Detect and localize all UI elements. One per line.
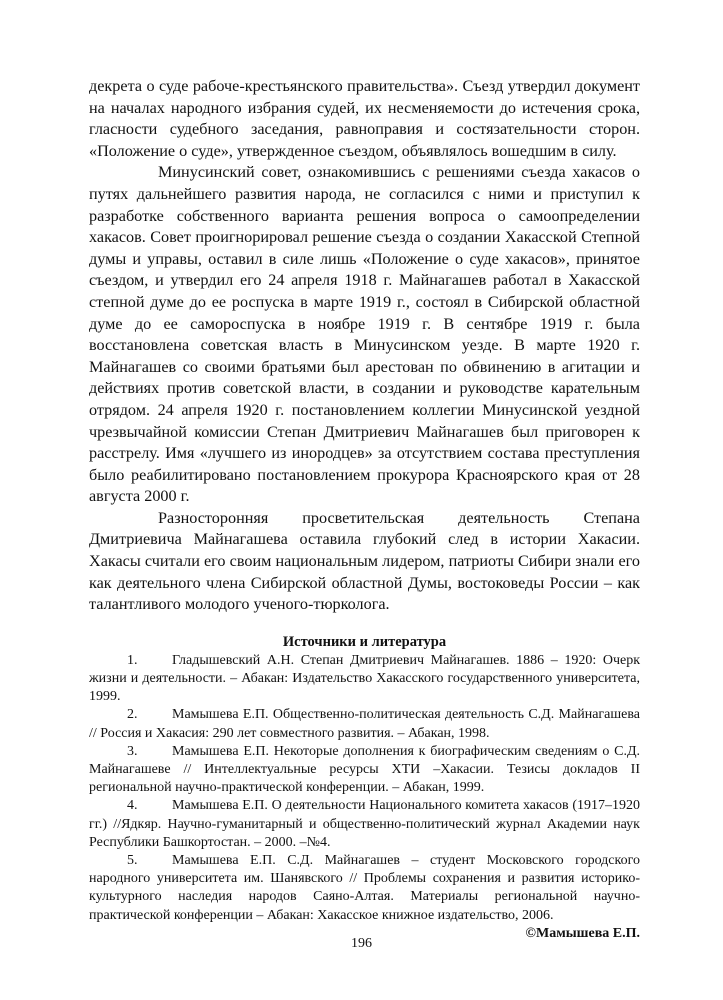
reference-item [89, 743, 640, 798]
reference-item [89, 706, 640, 742]
paragraph: декрета о суде рабоче-крестьянского правительства». Съезд утвердил документ на началах народного избрания судей, их несменяемости до истечения срока, гласности судебного заседания, равноправия и состязательности сторон. «Положение о суде», утвержденное съездом, объявлялось вошедшим в силу. [89, 77, 640, 160]
page-number: 196 [351, 936, 372, 951]
main-text [89, 76, 640, 616]
reference-item [89, 652, 640, 707]
reference-text: Мамышева Е.П. Общественно-политическая деятельность С.Д. Майнагашева // Россия и Хакасия: 290 лет совместного развития. – Абакан, 1998. [89, 707, 640, 741]
reference-number: 4. [127, 798, 138, 814]
references-heading: Источники и литература [282, 633, 447, 650]
reference-text: Мамышева Е.П. С.Д. Майнагашев – студент Московского городского народного университета им. Шанявского // Проблемы сохранения и развития историко-культурного наследия народов Саяно-Алтая. Материалы региональной научно-практической конференции – Абакан: Хакасское книжное издательство, 2006. [89, 853, 640, 923]
paragraph: Разносторонняя просветительская деятельность Степана Дмитриевича Майнагашева оставила глубокий след в истории Хакасии. Хакасы считали его своим национальным лидером, патриоты Сибири знали его как деятельного члена Сибирской областной Думы, востоковеды России – как талантливого молодого ученого-тюрколога. [89, 508, 640, 614]
reference-number: 1. [127, 652, 138, 668]
reference-text: Гладышевский А.Н. Степан Дмитриевич Майнагашев. 1886 – 1920: Очерк жизни и деятельности. – Абакан: Издательство Хакасского государственного университета, 1999. [89, 652, 640, 705]
reference-text: Мамышева Е.П. О деятельности Национального комитета хакасов (1917–1920 гг.) //Ядкяр. Научно-гуманитарный и общественно-политический журнал Академии наук Республики Башкортостан. – 2000. –№4. [89, 798, 640, 850]
paragraph: Минусинский совет, ознакомившись с решениями съезда хакасов о путях дальнейшего развития народа, не согласился с ними и приступил к разработке собственного варианта решения вопроса о самоопределении хакасов. Совет проигнорировал решение съезда о создании Хакасской Степной думы и управы, оставил в силе лишь «Положение о суде хакасов», принятое съездом, и утвердил его 24 апреля 1918 г. Майнагашев работал в Хакасской степной думе до ее роспуска в марте 1919 г., состоял в Сибирской областной думе до ее самороспуска в ноябре 1919 г. В сентябре 1919 г. была восстановлена советская власть в Минусинском уезде. В марте 1920 г. Майнагашев со своими братьями был арестован по обвинению в агитации и действиях против советской власти, в создании и руководстве карательным отрядом. 24 апреля 1920 г. постановлением коллегии Минусинской уездной чрезвычайной комиссии Степан Дмитриевич Майнагашев был приговорен к расстрелу. Имя «лучшего из инородцев» за отсутствием состава преступления было реабилитировано постановлением прокурора Красноярского края от 28 августа 2000 г. [89, 163, 640, 506]
reference-item [89, 852, 640, 925]
reference-text: Мамышева Е.П. Некоторые дополнения к биографическим сведениям о С.Д. Майнагашеве // Интеллектуальные ресурсы ХТИ –Хакасии. Тезисы докладов II региональной научно-практической конференции. – Абакан, 1999. [89, 743, 640, 796]
reference-number: 3. [127, 743, 138, 759]
references-list [89, 652, 640, 925]
author-signature: ©Мамышева Е.П. [525, 925, 640, 941]
reference-item [89, 797, 640, 852]
reference-number: 5. [127, 853, 138, 869]
document-page [89, 76, 640, 943]
reference-number: 2. [127, 707, 138, 723]
